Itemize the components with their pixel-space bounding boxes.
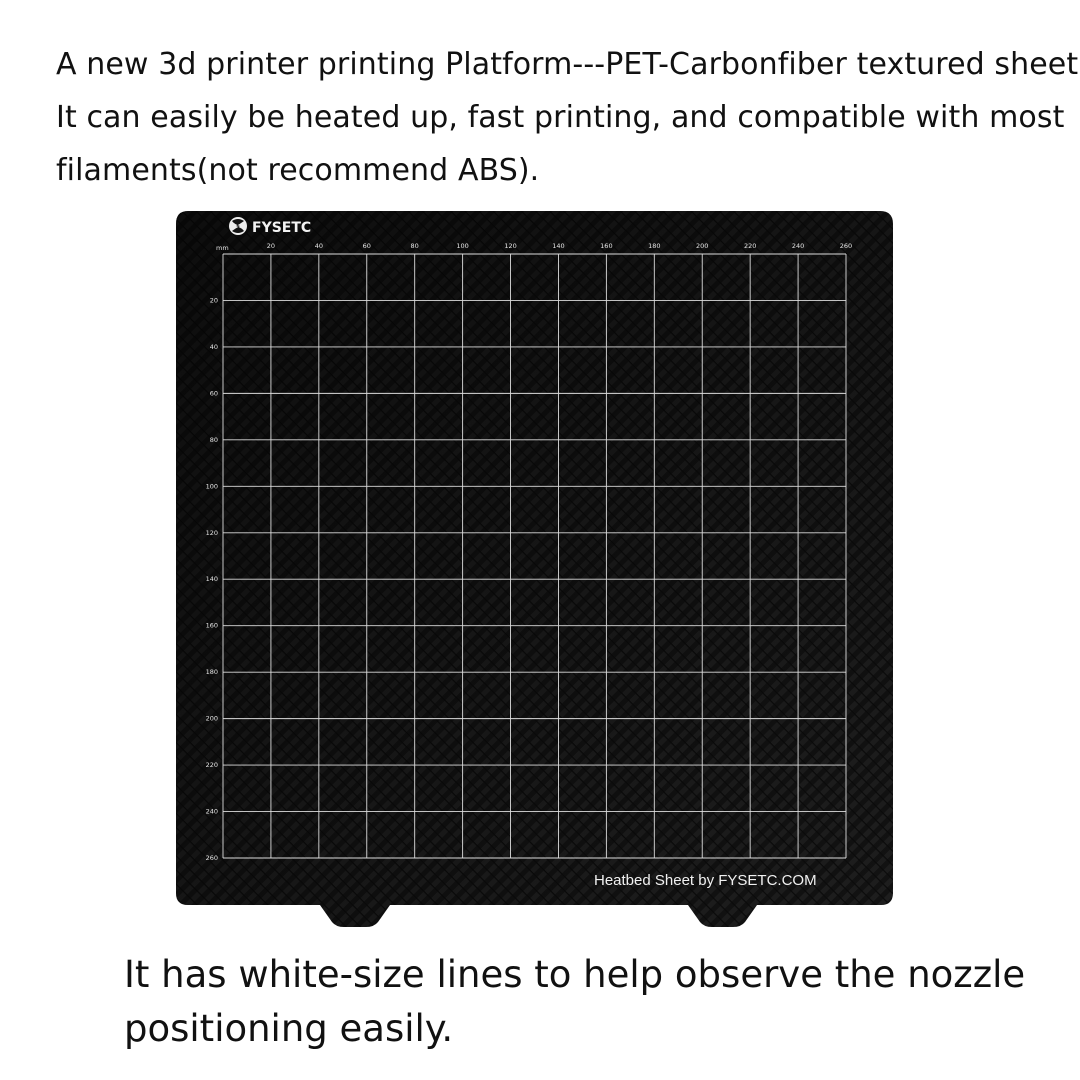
unit-label: mm [216,244,229,252]
x-tick-label: 120 [504,242,517,250]
brand-logo [229,217,311,236]
x-tick-label: 240 [791,242,805,250]
y-tick-label: 240 [205,807,218,816]
x-tick-label: 100 [456,242,469,250]
bottom-caption-line-2: positioning easily. [124,1007,454,1050]
y-tick-label: 20 [209,296,218,305]
top-caption-line-3: filaments(not recommend ABS). [56,153,540,188]
y-tick-label: 120 [205,528,218,537]
sheet-sheen [176,211,893,927]
brand-name: FYSETC [252,220,312,236]
y-tick-label: 200 [205,714,218,723]
y-tick-label: 160 [205,621,218,630]
y-tick-label: 260 [205,854,218,862]
bottom-caption [124,948,1064,1056]
x-tick-label: 20 [266,242,276,250]
bottom-caption-line-1: It has white-size lines to help observe the nozzle [124,953,1026,996]
x-tick-label: 40 [314,242,323,250]
x-tick-label: 200 [696,242,709,250]
y-tick-label: 220 [205,761,218,770]
y-tick-label: 80 [209,435,218,444]
y-tick-label: 180 [205,668,218,677]
y-tick-label: 140 [205,575,218,584]
y-tick-label: 40 [209,342,218,351]
fysetc-logo-icon [229,217,247,235]
x-tick-label: 160 [600,242,613,250]
x-tick-label: 60 [362,242,371,250]
x-tick-label: 180 [648,242,661,250]
top-caption-line-2: It can easily be heated up, fast printing, and compatible with most [56,100,1065,135]
x-tick-label: 80 [410,242,419,250]
y-tick-label: 60 [209,389,218,398]
top-caption-line-1: A new 3d printer printing Platform---PET-Carbonfiber textured sheet [56,47,1079,82]
x-tick-label: 260 [839,242,853,250]
x-tick-label: 140 [552,242,565,250]
sheet-footer-label: Heatbed Sheet by FYSETC.COM [594,872,817,889]
x-tick-label: 220 [743,242,757,250]
y-tick-label: 100 [205,482,218,491]
